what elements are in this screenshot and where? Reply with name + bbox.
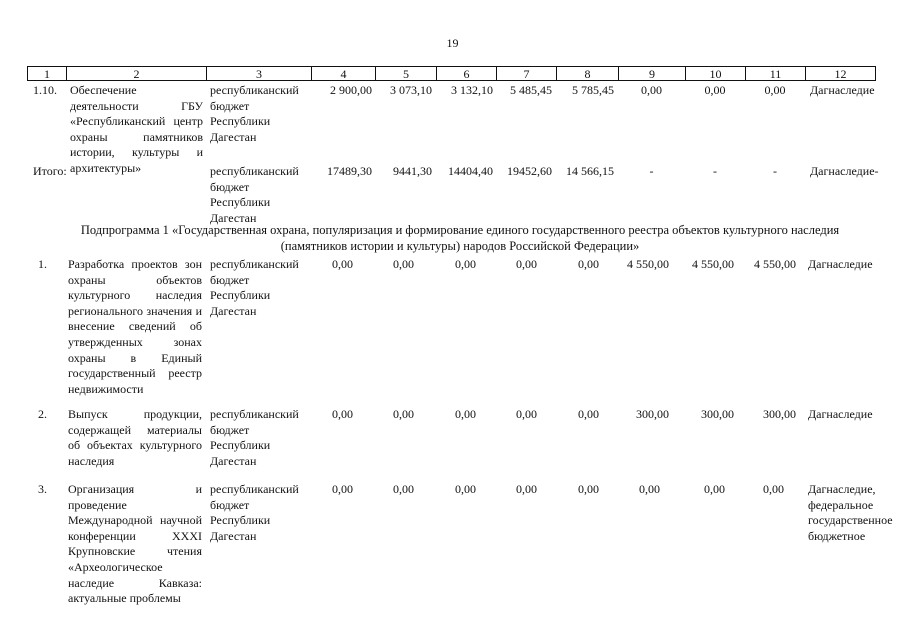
value-cell: 0,00: [578, 482, 599, 496]
row-name: Разработка проектов зон охраны объектов культурного наследия регионального значения и внесение сведений об утвержденных зонах охраны в Единый государственный реестр недвижимости: [68, 257, 202, 396]
value-cell: 0,00: [455, 257, 476, 271]
value-cell: 5 785,45: [572, 83, 614, 97]
value-cell: 0,00: [704, 83, 726, 97]
value-cell: 0,00: [764, 83, 786, 97]
value-cell: -: [649, 164, 654, 178]
row-executor: Дагнаследие: [810, 83, 875, 97]
row-number: 2.: [38, 407, 47, 421]
value-cell: 0,00: [332, 407, 353, 421]
value-cell: 0,00: [393, 407, 414, 421]
row-source: республиканский бюджет Республики Дагестан: [210, 482, 299, 543]
value-cell: 9441,30: [393, 164, 432, 178]
row-number: 1.10.: [33, 83, 57, 97]
value-cell: 19452,60: [507, 164, 552, 178]
value-cell: 0,00: [516, 407, 537, 421]
col-header: 4: [311, 66, 375, 81]
col-header: 12: [805, 66, 876, 81]
row-source: республиканский бюджет Республики Дагестан: [210, 83, 299, 144]
value-cell: 0,00: [332, 257, 353, 271]
value-cell: 0,00: [763, 482, 784, 496]
value-cell: 0,00: [455, 482, 476, 496]
value-cell: -: [773, 164, 777, 178]
value-cell: 4 550,00: [692, 257, 734, 271]
row-executor: Дагнаследие-: [810, 164, 879, 178]
row-name: Выпуск продукции, содержащей материалы об объектах культурного наследия: [68, 407, 202, 468]
row-executor: Дагнаследие: [808, 257, 873, 271]
value-cell: 3 073,10: [390, 83, 432, 97]
value-cell: 4 550,00: [754, 257, 796, 271]
value-cell: 0,00: [641, 83, 662, 97]
value-cell: -: [713, 164, 717, 178]
value-cell: 0,00: [578, 257, 599, 271]
value-cell: 0,00: [393, 482, 414, 496]
value-cell: 0,00: [639, 482, 660, 496]
col-header: 5: [375, 66, 436, 81]
total-label: Итого:: [33, 164, 67, 178]
col-header: 10: [685, 66, 745, 81]
col-header: 2: [66, 66, 206, 81]
value-cell: 300,00: [763, 407, 796, 421]
row-name: Организация и проведение Международной научной конференции XXXI Крупновские чтения «Археологическое наследие Кавказа: актуальные проблемы: [68, 482, 202, 606]
col-header: 6: [436, 66, 496, 81]
value-cell: 17489,30: [327, 164, 372, 178]
row-executor: Дагнаследие: [808, 407, 873, 421]
row-source: республиканский бюджет Республики Дагестан: [210, 257, 299, 318]
value-cell: 0,00: [393, 257, 414, 271]
value-cell: 300,00: [636, 407, 669, 421]
value-cell: 4 550,00: [627, 257, 669, 271]
col-header: 9: [618, 66, 685, 81]
value-cell: 14404,40: [448, 164, 493, 178]
value-cell: 0,00: [516, 257, 537, 271]
col-header: 11: [745, 66, 805, 81]
row-source: республиканский бюджет Республики Дагестан: [210, 164, 299, 225]
value-cell: 14 566,15: [566, 164, 614, 178]
subprogram-title: Подпрограмма 1 «Государственная охрана, популяризация и формирование единого государственного реестра объектов культурного наследия (памятников истории и культуры) народов Российской Федерации»: [80, 223, 840, 253]
value-cell: 0,00: [332, 482, 353, 496]
page-number: 19: [446, 36, 459, 50]
row-executor: Дагнаследие, федеральное государственное бюджетное: [808, 482, 893, 543]
value-cell: 2 900,00: [330, 83, 372, 97]
row-source: республиканский бюджет Республики Дагестан: [210, 407, 299, 468]
value-cell: 5 485,45: [510, 83, 552, 97]
row-number: 3.: [38, 482, 47, 496]
value-cell: 0,00: [516, 482, 537, 496]
col-header: 7: [496, 66, 556, 81]
value-cell: 0,00: [704, 482, 725, 496]
row-number: 1.: [38, 257, 47, 271]
value-cell: 0,00: [455, 407, 476, 421]
value-cell: 3 132,10: [451, 83, 493, 97]
col-header: 3: [206, 66, 311, 81]
value-cell: 300,00: [701, 407, 734, 421]
row-name: Обеспечение деятельности ГБУ «Республиканский центр охраны памятников истории, культуры и архитектуры»: [70, 83, 203, 175]
col-header: 1: [27, 66, 66, 81]
value-cell: 0,00: [578, 407, 599, 421]
col-header: 8: [556, 66, 618, 81]
